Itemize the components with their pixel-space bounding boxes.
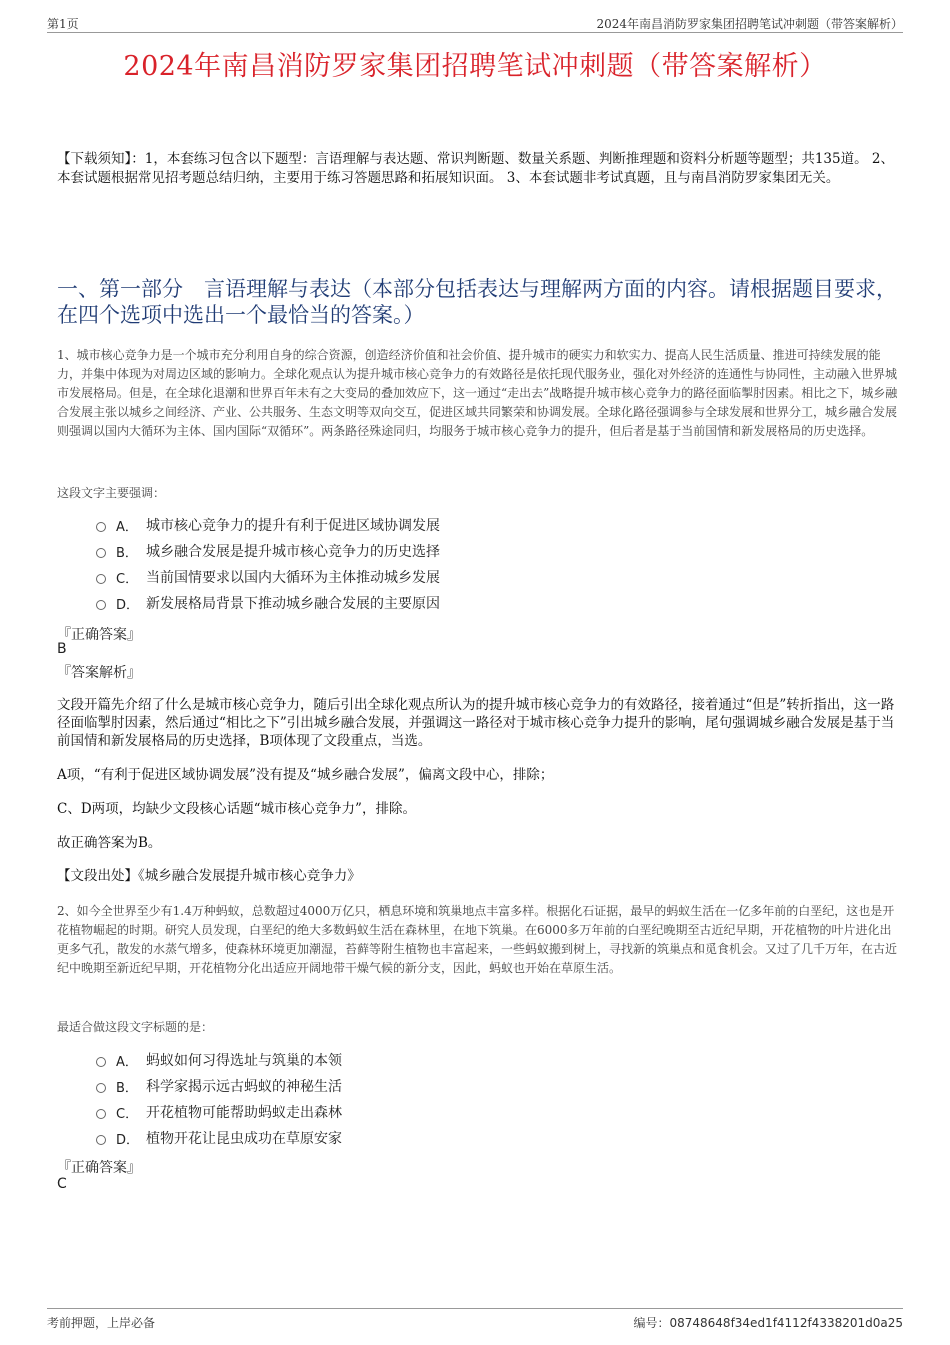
question-1-analysis-label: 『答案解析』 xyxy=(57,665,141,681)
radio-icon[interactable] xyxy=(96,1109,106,1119)
question-2-prompt: 最适合做这段文字标题的是： xyxy=(57,1020,214,1034)
question-1-analysis-4: 故正确答案为B。 xyxy=(57,835,162,851)
footer-slogan: 考前押题，上岸必备 xyxy=(47,1316,156,1330)
question-1-source: 【文段出处】《城乡融合发展提升城市核心竞争力》 xyxy=(57,868,361,884)
question-2-answer-label: 『正确答案』 xyxy=(57,1160,141,1176)
question-1-analysis-3: C、D两项，均缺少文段核心话题“城市核心竞争力”，排除。 xyxy=(57,801,416,817)
header-doc-title: 2024年南昌消防罗家集团招聘笔试冲刺题（带答案解析） xyxy=(596,17,903,31)
question-1-option-b[interactable]: B． 城乡融合发展是提升城市核心竞争力的历史选择 xyxy=(96,538,796,564)
question-2-option-c[interactable]: C． 开花植物可能帮助蚂蚁走出森林 xyxy=(96,1099,796,1125)
question-1-option-c[interactable]: C． 当前国情要求以国内大循环为主体推动城乡发展 xyxy=(96,564,796,590)
radio-icon[interactable] xyxy=(96,548,106,558)
question-1-options xyxy=(96,512,796,616)
section-title: 一、第一部分 言语理解与表达（本部分包括表达与理解两方面的内容。请根据题目要求，在四个选项中选出一个最恰当的答案。） xyxy=(57,277,897,327)
question-1-option-d[interactable]: D． 新发展格局背景下推动城乡融合发展的主要原因 xyxy=(96,590,796,616)
question-1-prompt: 这段文字主要强调： xyxy=(57,486,166,500)
document-title: 2024年南昌消防罗家集团招聘笔试冲刺题（带答案解析） xyxy=(123,51,827,82)
question-1-answer: B xyxy=(57,641,67,657)
question-2-stem: 2、如今全世界至少有1.4万种蚂蚁，总数超过4000万亿只，栖息环境和筑巢地点丰富多样。根据化石证据，最早的蚂蚁生活在一亿多年前的白垩纪，这也是开花植物崛起的时期。研究人员发现，白垩纪的绝大多数蚂蚁生活在森林里，在地下筑巢。在6000多万年前的白垩纪晚期至古近纪早期，开花植物的叶片进化出更多气孔，散发的水蒸气增多，使森林环境更加潮湿，苔藓等附生植物也丰富起来，一些蚂蚁搬到树上，寻找新的筑巢点和觅食机会。又过了几千万年，在古近纪中晚期至新近纪早期，开花植物分化出适应开阔地带干燥气候的新分支，因此，蚂蚁也开始在草原生活。 xyxy=(57,904,898,975)
question-1-analysis-2: A项，“有利于促进区域协调发展”没有提及“城乡融合发展”，偏离文段中心，排除； xyxy=(57,767,554,783)
footer-code: 编号：08748648f34ed1f4112f4338201d0a25 xyxy=(633,1316,903,1330)
page-header xyxy=(47,12,903,33)
question-2-answer: C xyxy=(57,1176,67,1192)
page-footer xyxy=(47,1308,903,1329)
radio-icon[interactable] xyxy=(96,522,106,532)
question-2-option-d[interactable]: D． 植物开花让昆虫成功在草原安家 xyxy=(96,1125,796,1151)
page-number: 第1页 xyxy=(47,17,79,31)
radio-icon[interactable] xyxy=(96,600,106,610)
question-1-option-a[interactable]: A． 城市核心竞争力的提升有利于促进区域协调发展 xyxy=(96,512,796,538)
download-notice: 【下载须知】：1，本套练习包含以下题型：言语理解与表达题、常识判断题、数量关系题、判断推理题和资料分析题等题型；共135道。 2、本套试题根据常见招考题总结归纳，主要用于练习答题思路和拓展知识面。 3、本套试题非考试真题，且与南昌消防罗家集团无关。 xyxy=(57,151,894,186)
question-1-answer-label: 『正确答案』 xyxy=(57,627,141,643)
radio-icon[interactable] xyxy=(96,1083,106,1093)
question-1-stem: 1、城市核心竞争力是一个城市充分利用自身的综合资源，创造经济价值和社会价值、提升城市的硬实力和软实力、提高人民生活质量、推进可持续发展的能力，并集中体现为对周边区域的影响力。全球化观点认为提升城市核心竞争力的有效路径是依托现代服务业，强化对外经济的连通性与协同性，主动融入世界城市发展格局。但是，在全球化退潮和世界百年未有之大变局的叠加效应下，这一通过“走出去”战略提升城市核心竞争力的路径面临掣肘因素。相比之下，城乡融合发展主张以城乡之间经济、产业、公共服务、生态文明等双向交互，促进区域共同繁荣和协调发展。全球化路径强调参与全球发展和世界分工，城乡融合发展则强调以国内大循环为主体、国内国际“双循环”。两条路径殊途同归，均服务于城市核心竞争力的提升，但后者是基于当前国情和新发展格局的历史选择。 xyxy=(57,348,898,438)
radio-icon[interactable] xyxy=(96,1135,106,1145)
question-1-analysis-1: 文段开篇先介绍了什么是城市核心竞争力，随后引出全球化观点所认为的提升城市核心竞争力的有效路径，接着通过“但是”转折指出，这一路径面临掣肘因素，然后通过“相比之下”引出城乡融合发展，并强调这一路径对于城市核心竞争力提升的影响，尾句强调城乡融合发展是基于当前国情和新发展格局的历史选择，B项体现了文段重点，当选。 xyxy=(57,697,895,749)
radio-icon[interactable] xyxy=(96,574,106,584)
question-2-options xyxy=(96,1047,796,1151)
question-2-option-a[interactable]: A． 蚂蚁如何习得选址与筑巢的本领 xyxy=(96,1047,796,1073)
question-2-option-b[interactable]: B． 科学家揭示远古蚂蚁的神秘生活 xyxy=(96,1073,796,1099)
radio-icon[interactable] xyxy=(96,1057,106,1067)
